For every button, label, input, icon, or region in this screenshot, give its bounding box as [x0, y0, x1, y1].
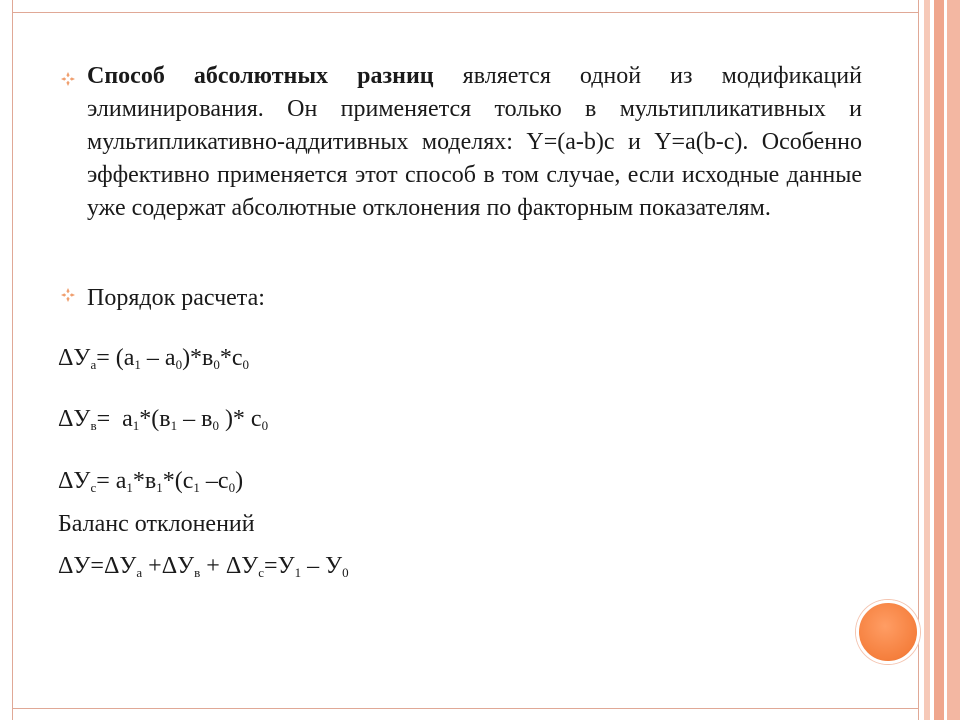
- formula-subscript: 1: [126, 480, 133, 495]
- formula-subscript: 1: [134, 357, 141, 372]
- formula-text: ΔУ: [58, 468, 91, 494]
- formula-subscript: 1: [193, 480, 200, 495]
- formula-subscript: 0: [175, 357, 183, 372]
- formula-text: = (а: [96, 345, 135, 371]
- bullet-paragraph: [87, 60, 862, 225]
- bullet-paragraph: [87, 282, 862, 315]
- formula-text: – У: [301, 553, 343, 579]
- formula-text: + ΔУ: [200, 553, 259, 579]
- bullet-body: является одной из модификаций элиминирования. Он применяется только в мультипликативных и мультипликативно-аддитивных моделях: Y=(a-b)c и Y=a(b-c). Особенно эффективно применяется этот способ в том случае, если исходные данные уже содержат абсолютные отклонения по факторным показателям.: [87, 63, 862, 221]
- formula-delta-yv: [58, 404, 268, 434]
- formula-subscript: 0: [261, 418, 269, 433]
- frame-left-line: [12, 0, 13, 720]
- formula-text: )*в: [182, 345, 214, 371]
- formula-subscript: в: [90, 418, 97, 433]
- formula-subscript: 1: [132, 418, 140, 433]
- formula-text: *(в: [139, 406, 171, 432]
- balance-label: Баланс отклонений: [58, 511, 255, 537]
- formula-text: –с: [199, 468, 229, 494]
- frame-top-line: [12, 12, 918, 13]
- formula-subscript: в: [194, 565, 201, 580]
- formula-subscript: а: [90, 357, 97, 372]
- formula-subscript: 1: [156, 480, 163, 495]
- formula-text: – в: [177, 406, 213, 432]
- formula-subscript: 0: [213, 357, 220, 372]
- frame-bottom-line: [12, 708, 918, 709]
- formula-balance: [58, 551, 349, 581]
- formula-delta-yc: [58, 466, 243, 496]
- formula-subscript: 0: [342, 565, 349, 580]
- bullet-bold-term: Способ абсолютных разниц: [87, 63, 434, 89]
- formula-text: ΔУ: [58, 406, 91, 432]
- formula-subscript: 0: [228, 480, 236, 495]
- formula-text: ΔУ: [58, 345, 91, 371]
- formula-text: =У: [264, 553, 295, 579]
- decorative-band: [934, 0, 944, 720]
- formula-text: +ΔУ: [142, 553, 195, 579]
- formula-text: ): [235, 468, 244, 494]
- formula-subscript: с: [90, 480, 97, 495]
- formula-subscript: с: [258, 565, 265, 580]
- diamond-bullet-icon: [61, 288, 75, 302]
- decorative-circle: [856, 600, 920, 664]
- formula-text: *с: [219, 345, 243, 371]
- formula-text: – а: [140, 345, 176, 371]
- decorative-band: [947, 0, 960, 720]
- formula-subscript: 1: [170, 418, 178, 433]
- formula-subscript: а: [136, 565, 143, 580]
- bullet-body: Порядок расчета:: [87, 285, 265, 311]
- frame-right-line: [918, 0, 919, 720]
- formula-text: ΔУ=ΔУ: [58, 553, 137, 579]
- formula-text: *в: [132, 468, 157, 494]
- formula-subscript: 0: [212, 418, 219, 433]
- formula-text: *(с: [162, 468, 194, 494]
- diamond-bullet-icon: [61, 72, 75, 86]
- formula-subscript: 0: [242, 357, 250, 372]
- formula-delta-ya: [58, 343, 249, 373]
- formula-subscript: 1: [294, 565, 302, 580]
- formula-text: = а: [96, 406, 133, 432]
- formula-text: = а: [96, 468, 127, 494]
- formula-text: )* с: [218, 406, 262, 432]
